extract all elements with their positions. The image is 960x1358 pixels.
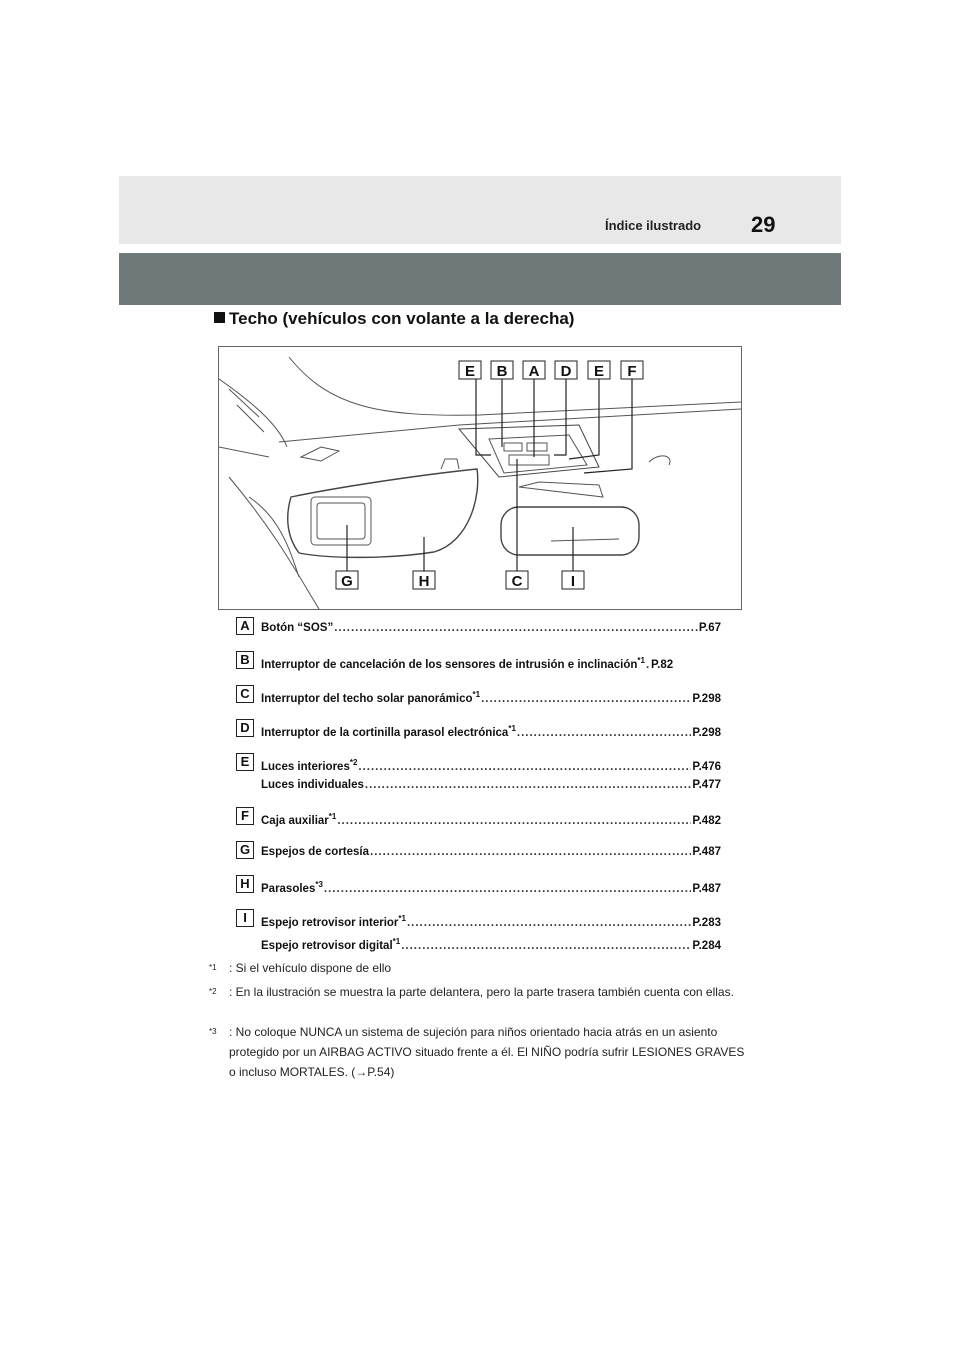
entry-label: Interruptor de cancelación de los sensores de intrusión e inclinación$^{*1}$ [261,656,645,671]
entry-label: Espejos de cortesía [261,846,370,858]
roof-edge-line [289,357,741,415]
entry-line [261,758,721,773]
footnote-mark: *1 [209,963,217,972]
roof-illustration [218,346,742,610]
entry-line [261,779,721,791]
entry-line [261,880,721,895]
console-inner [489,435,587,473]
page-reference[interactable]: P.487 [692,882,721,895]
footnote-mark: *3 [209,1027,217,1036]
lamp-shape [509,455,549,465]
label-f: F [627,363,637,380]
page-reference[interactable]: P.482 [692,814,721,827]
page-reference[interactable]: P.298 [692,692,721,705]
side-line [219,447,269,457]
square-bullet-icon [214,312,225,323]
page-number: 29 [751,212,776,237]
door-line [229,477,319,609]
entry-line [261,656,721,671]
visor-clip [441,459,459,469]
mirror-switch [551,539,619,541]
page-reference[interactable]: P.82 [650,658,674,671]
label-h: H [418,573,430,590]
vanity-mirror-inner [317,503,365,539]
leader-d [554,377,566,455]
entry-label: Botón “SOS” [261,622,334,634]
footnote-text: : En la ilustración se muestra la parte delantera, pero la parte trasera también cuenta con ellas. [229,985,734,999]
entry-label: Espejo retrovisor digital$^{*1}$ [261,937,401,952]
page-reference[interactable]: P.487 [692,846,721,858]
entry-badge-i: I [236,909,254,927]
leader-dots [407,917,691,929]
section-title [214,309,574,329]
entry-label: Interruptor de la cortinilla parasol electrónica$^{*1}$ [261,724,516,739]
roof-drawing [219,347,741,609]
entry-line [261,812,721,827]
rearview-mirror [501,507,639,555]
leader-e-left [476,377,491,455]
footnote-2 [209,982,749,1005]
leader-dots [334,622,698,634]
entry-badge-b: B [236,651,254,669]
page-reference[interactable]: P.283 [692,916,721,929]
leader-dots [370,846,691,858]
leader-dots [517,727,692,739]
entry-label: Luces individuales [261,779,364,791]
section-band [119,253,841,305]
entry-badge-d: D [236,719,254,737]
label-b: B [496,363,508,380]
entry-badge-a: A [236,617,254,635]
page-reference[interactable]: P.284 [692,939,721,952]
label-a: A [528,363,540,380]
label-c: C [511,573,523,590]
sensor-box [301,447,339,461]
leader-dots [401,940,691,952]
entry-label: Caja auxiliar$^{*1}$ [261,812,337,827]
vanity-mirror [311,497,371,545]
leader-dots [481,693,691,705]
leader-dots [358,761,691,773]
entry-badge-h: H [236,875,254,893]
entry-badge-f: F [236,807,254,825]
entry-label: Interruptor del techo solar panorámico$^{*1}$ [261,690,481,705]
switch-shape [527,443,547,451]
label-i: I [570,573,576,590]
footnote-1 [209,958,749,981]
entry-line [261,622,721,634]
leader-dots [646,659,650,671]
entry-label: Espejo retrovisor interior$^{*1}$ [261,914,406,929]
footnote-text: : Si el vehículo dispone de ello [229,961,392,975]
page-reference[interactable]: P.477 [692,779,721,791]
entry-line [261,724,721,739]
label-g: G [341,573,353,590]
entry-line [261,937,721,952]
entry-badge-g: G [236,841,254,859]
leader-dots [337,815,691,827]
entry-badge-e: E [236,753,254,771]
header-bar [119,176,841,244]
footnote-mark: *2 [209,987,217,996]
leader-f [584,377,632,473]
label-e-right: E [593,363,605,380]
section-title-text: Techo (vehículos con volante a la derecha) [229,309,575,328]
entry-label: Parasoles$^{*3}$ [261,880,323,895]
leader-dots [365,779,692,791]
sos-button-shape [504,443,522,451]
entry-line [261,914,721,929]
footnote-text: : No coloque NUNCA un sistema de sujeción para niños orientado hacia atrás en un asiento protegido por un AIRBAG ACTIVO situado frente a él. El NIÑO podría sufrir LESIONES GRAVES o incluso MORTALES. (→P.54) [229,1025,745,1079]
entry-line [261,846,721,858]
footnote-3 [209,1022,749,1082]
page-reference[interactable]: P.476 [692,760,721,773]
entry-label: Luces interiores$^{*2}$ [261,758,358,773]
label-e-left: E [464,363,476,380]
entry-badge-c: C [236,685,254,703]
page-reference[interactable]: P.67 [698,622,721,634]
label-d: D [560,363,572,380]
leader-dots [324,883,692,895]
mirror-mount [519,482,603,497]
sun-visor [288,469,478,557]
header-title: Índice ilustrado [605,218,702,233]
entry-line [261,690,721,705]
page-reference[interactable]: P.298 [692,726,721,739]
grab-handle [649,456,670,465]
